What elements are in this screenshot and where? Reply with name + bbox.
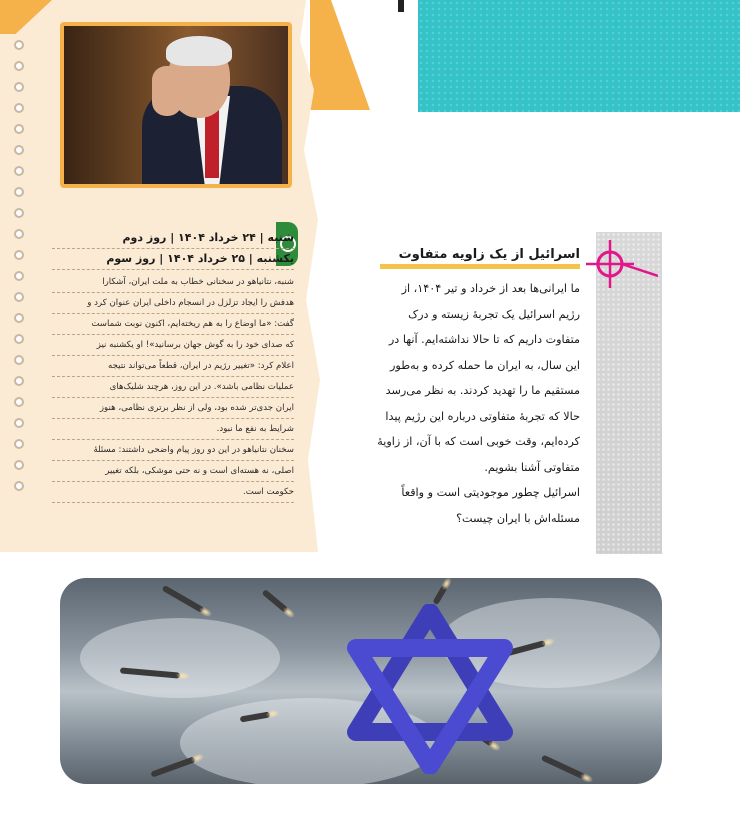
- notebook-rings: [14, 40, 28, 540]
- missile-icon: [262, 589, 289, 613]
- article-line: اسرائیل چطور موجودیتی است و واقعاً: [401, 486, 580, 499]
- date-lines: [52, 228, 294, 270]
- note-line: شرایط به نفع ما نبود.: [52, 419, 294, 440]
- orange-decoration: [310, 0, 370, 110]
- binder-ring: [14, 460, 24, 470]
- binder-ring: [14, 124, 24, 134]
- binder-ring: [14, 313, 24, 323]
- article-title: اسرائیل از یک زاویه متفاوت: [380, 246, 580, 269]
- date-line-1: شنبه | ۲۴ خرداد ۱۴۰۴ | روز دوم: [52, 228, 294, 249]
- binder-ring: [14, 61, 24, 71]
- binder-ring: [14, 418, 24, 428]
- missiles-star-illustration: [60, 578, 662, 784]
- binder-ring: [14, 376, 24, 386]
- page-marker: [398, 0, 404, 12]
- binder-ring: [14, 271, 24, 281]
- notebook-text: [52, 272, 294, 503]
- binder-ring: [14, 208, 24, 218]
- missile-icon: [432, 585, 447, 605]
- note-line: عملیات نظامی باشد». در این روز، هرچند شلیک‌های: [52, 377, 294, 398]
- note-line: ایران جدی‌تر شده بود، ولی از نظر برتری نظامی، هنوز: [52, 398, 294, 419]
- note-line: سخنان نتانیاهو در این دو روز پیام واضحی داشتند: مسئلهٔ: [52, 440, 294, 461]
- missile-icon: [150, 756, 195, 777]
- binder-ring: [14, 103, 24, 113]
- crosshair-icon: [578, 236, 658, 292]
- article-line: متفاوت داریم که تا حالا نداشته‌ایم. آنها در: [388, 333, 580, 346]
- binder-ring: [14, 397, 24, 407]
- note-line: اعلام کرد: «تغییر رژیم در ایران، قطعاً می‌تواند نتیجه: [52, 356, 294, 377]
- note-line: هدفش را ایجاد تزلزل در انسجام داخلی ایران عنوان کرد و: [52, 293, 294, 314]
- star-of-david-icon: [340, 604, 520, 774]
- missile-icon: [541, 755, 585, 780]
- hand-shape: [152, 66, 182, 116]
- article-line: این سال، به ایران ما حمله کرده و به‌طور: [390, 358, 580, 372]
- date-line-2: یکشنبه | ۲۵ خرداد ۱۴۰۴ | روز سوم: [52, 249, 294, 270]
- photo-content: [64, 26, 288, 184]
- hair-shape: [166, 36, 232, 66]
- note-line: گفت: «ما اوضاع را به هم ریخته‌ایم، اکنون نوبت شماست: [52, 314, 294, 335]
- binder-ring: [14, 40, 24, 50]
- binder-ring: [14, 229, 24, 239]
- netanyahu-photo: [60, 22, 292, 188]
- binder-ring: [14, 334, 24, 344]
- article-line: حالا که تجربهٔ متفاوتی درباره این رژیم پیدا: [385, 409, 580, 423]
- binder-ring: [14, 166, 24, 176]
- note-line: که صدای خود را به گوش جهان برسانید»! او یکشنبه نیز: [52, 335, 294, 356]
- article-line: ما ایرانی‌ها بعد از خرداد و تیر ۱۴۰۴، از: [401, 282, 580, 295]
- cloud-shape: [80, 618, 280, 698]
- binder-ring: [14, 439, 24, 449]
- article-line: کرده‌ایم، وقت خوبی است که با آن، از زاویهٔ: [377, 435, 580, 448]
- article-line: مستقیم ما را تهدید کردند. به نظر می‌رسد: [385, 384, 580, 397]
- note-line: اصلی، نه هسته‌ای است و نه حتی موشکی، بلکه تغییر: [52, 461, 294, 482]
- article-line: رژیم اسرائیل یک تجربهٔ زیسته و درک: [408, 307, 580, 321]
- binder-ring: [14, 481, 24, 491]
- missile-icon: [162, 585, 205, 613]
- note-line: حکومت است.: [52, 482, 294, 503]
- note-line: شنبه، نتانیاهو در سخنانی خطاب به ملت ایران، آشکارا: [52, 272, 294, 293]
- article-line: متفاوتی آشنا بشویم.: [484, 460, 580, 474]
- article-body: [340, 276, 580, 531]
- binder-ring: [14, 292, 24, 302]
- binder-ring: [14, 250, 24, 260]
- binder-ring: [14, 82, 24, 92]
- binder-ring: [14, 355, 24, 365]
- binder-ring: [14, 187, 24, 197]
- binder-ring: [14, 145, 24, 155]
- article-line: مسئله‌اش با ایران چیست؟: [456, 511, 580, 525]
- tie-shape: [205, 108, 219, 178]
- teal-header-block: [418, 0, 740, 112]
